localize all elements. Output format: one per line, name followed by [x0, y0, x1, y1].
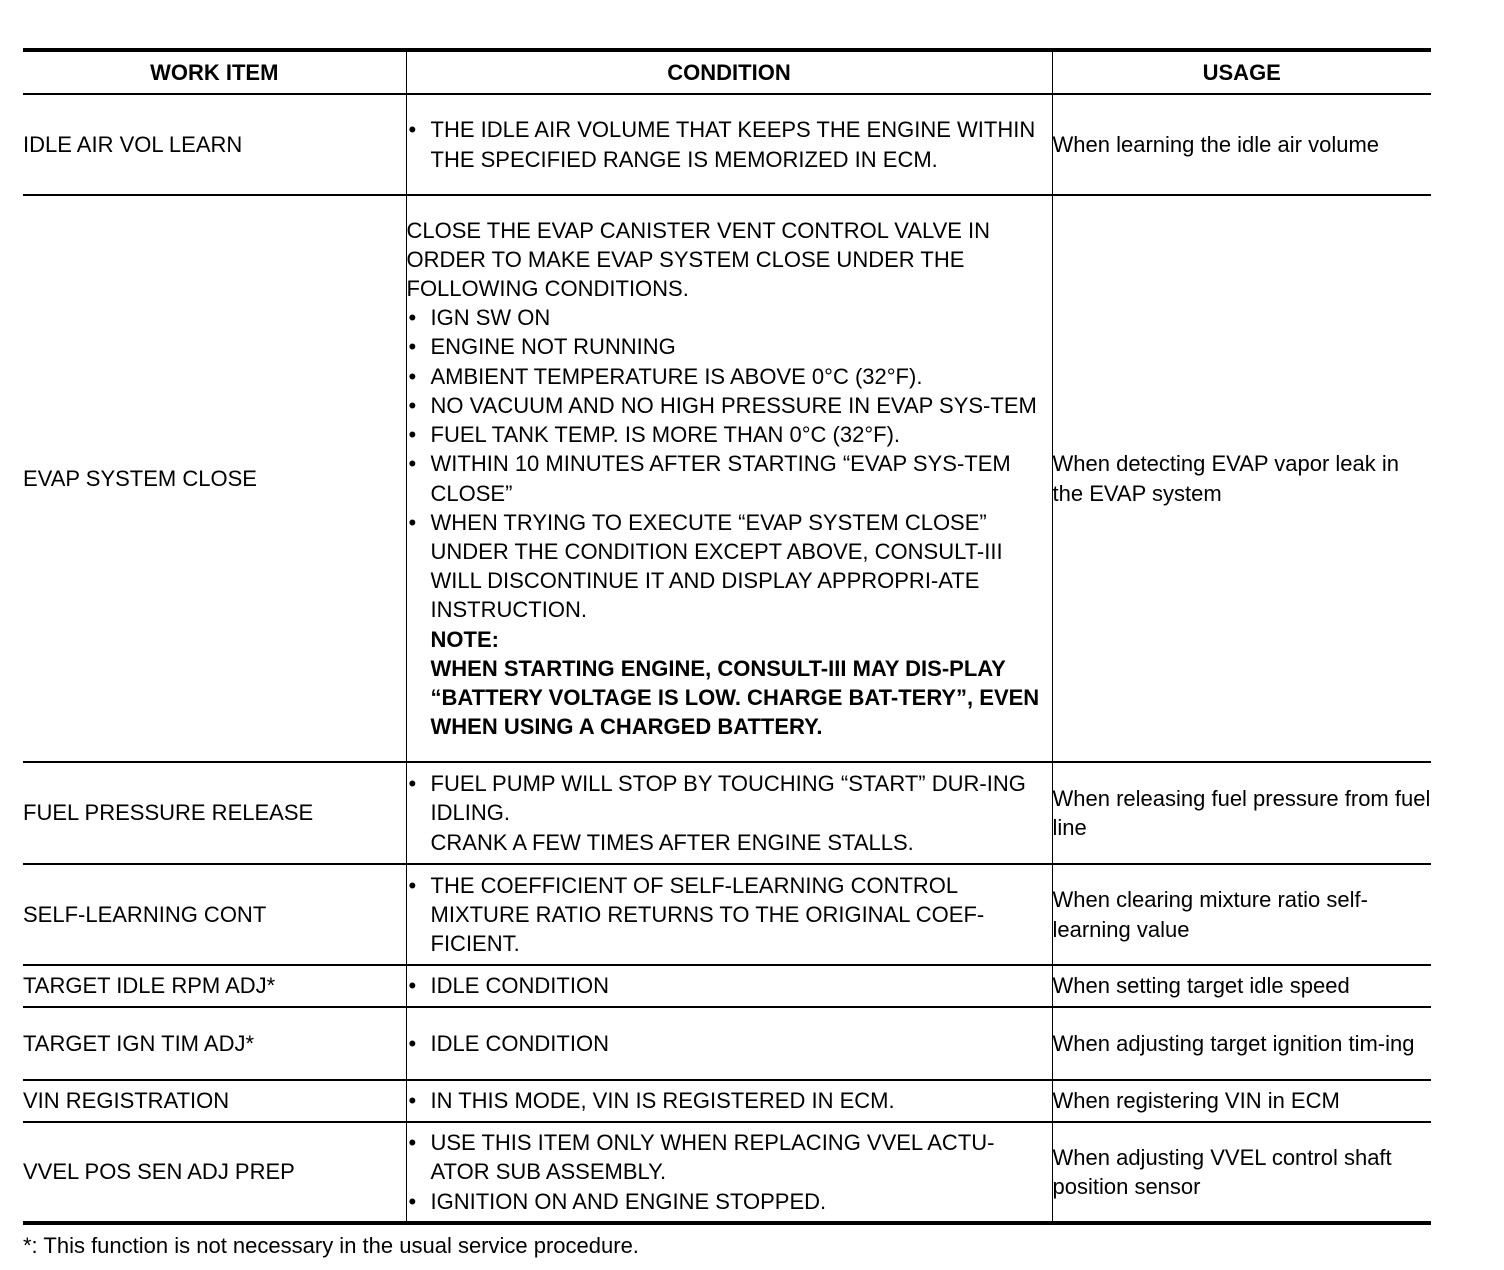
condition-bullet — [407, 769, 1052, 857]
work-item-cell: VVEL POS SEN ADJ PREP — [23, 1122, 406, 1223]
usage-cell: When releasing fuel pressure from fuel line — [1052, 762, 1431, 864]
usage-cell: When detecting EVAP vapor leak in the EVAP system — [1052, 195, 1431, 762]
work-item-cell: SELF-LEARNING CONT — [23, 864, 406, 965]
condition-bullet: • ENGINE NOT RUNNING — [407, 332, 1052, 361]
usage-cell: When adjusting VVEL control shaft position sensor — [1052, 1122, 1431, 1223]
footnote: *: This function is not necessary in the usual service procedure. — [23, 1233, 639, 1258]
work-item-cell: TARGET IGN TIM ADJ* — [23, 1007, 406, 1080]
usage-cell: When learning the idle air volume — [1052, 94, 1431, 195]
work-item-cell: EVAP SYSTEM CLOSE — [23, 195, 406, 762]
usage-cell: When adjusting target ignition tim-ing — [1052, 1007, 1431, 1080]
table-row — [23, 965, 1431, 1007]
condition-bullet-with-note — [407, 508, 1052, 742]
work-item-cell: VIN REGISTRATION — [23, 1080, 406, 1122]
condition-bullet-text: • FUEL PUMP WILL STOP BY TOUCHING “START” DUR-ING IDLING. — [430, 771, 1026, 826]
table-row — [23, 1007, 1431, 1080]
condition-cell — [406, 864, 1052, 965]
header-usage: USAGE — [1052, 50, 1431, 94]
note-label: NOTE: — [430, 626, 499, 652]
condition-bullet: • IGNITION ON AND ENGINE STOPPED. — [407, 1187, 1052, 1216]
condition-bullet-text: • WHEN TRYING TO EXECUTE “EVAP SYSTEM CLOSE” UNDER THE CONDITION EXCEPT ABOVE, CONSULT-III WILL DISCONTINUE IT AND DISPLAY APPROPRI-ATE INSTRUCTION. — [430, 509, 1003, 623]
condition-bullet: • THE COEFFICIENT OF SELF-LEARNING CONTROL MIXTURE RATIO RETURNS TO THE ORIGINAL COEF-FICIENT. — [407, 871, 1052, 959]
usage-cell: When setting target idle speed — [1052, 965, 1431, 1007]
condition-continuation: CRANK A FEW TIMES AFTER ENGINE STALLS. — [430, 829, 914, 855]
condition-bullet: • IN THIS MODE, VIN IS REGISTERED IN ECM. — [407, 1086, 1052, 1115]
table-row — [23, 94, 1431, 195]
condition-cell — [406, 1007, 1052, 1080]
note-text: WHEN STARTING ENGINE, CONSULT-III MAY DIS-PLAY “BATTERY VOLTAGE IS LOW. CHARGE BAT-TERY”, EVEN WHEN USING A CHARGED BATTERY. — [430, 655, 1040, 740]
condition-bullet: • NO VACUUM AND NO HIGH PRESSURE IN EVAP SYS-TEM — [407, 391, 1052, 420]
condition-intro: CLOSE THE EVAP CANISTER VENT CONTROL VALVE IN ORDER TO MAKE EVAP SYSTEM CLOSE UNDER THE FOLLOWING CONDITIONS. — [406, 217, 991, 302]
condition-bullet: • AMBIENT TEMPERATURE IS ABOVE 0°C (32°F). — [407, 362, 1052, 391]
table-row — [23, 1122, 1431, 1223]
condition-cell — [406, 1080, 1052, 1122]
table-row — [23, 864, 1431, 965]
work-item-cell: FUEL PRESSURE RELEASE — [23, 762, 406, 864]
condition-bullet: • FUEL TANK TEMP. IS MORE THAN 0°C (32°F). — [407, 420, 1052, 449]
header-condition: CONDITION — [406, 50, 1052, 94]
condition-cell — [406, 965, 1052, 1007]
header-row — [23, 50, 1431, 94]
condition-bullet: • IGN SW ON — [407, 303, 1052, 332]
condition-bullet: • IDLE CONDITION — [407, 971, 1052, 1000]
condition-cell — [406, 94, 1052, 195]
condition-bullet: • WITHIN 10 MINUTES AFTER STARTING “EVAP SYS-TEM CLOSE” — [407, 449, 1052, 507]
usage-cell: When clearing mixture ratio self-learning value — [1052, 864, 1431, 965]
usage-cell: When registering VIN in ECM — [1052, 1080, 1431, 1122]
table-row — [23, 762, 1431, 864]
condition-cell — [406, 762, 1052, 864]
condition-bullet: • THE IDLE AIR VOLUME THAT KEEPS THE ENGINE WITHIN THE SPECIFIED RANGE IS MEMORIZED IN ECM. — [407, 115, 1052, 173]
condition-cell — [406, 195, 1052, 762]
header-work-item: WORK ITEM — [23, 50, 406, 94]
condition-bullet: • USE THIS ITEM ONLY WHEN REPLACING VVEL ACTU-ATOR SUB ASSEMBLY. — [407, 1128, 1052, 1186]
table-row — [23, 195, 1431, 762]
condition-cell — [406, 1122, 1052, 1223]
work-item-cell: IDLE AIR VOL LEARN — [23, 94, 406, 195]
condition-bullet: • IDLE CONDITION — [407, 1029, 1052, 1058]
table-row — [23, 1080, 1431, 1122]
work-item-cell: TARGET IDLE RPM ADJ* — [23, 965, 406, 1007]
work-support-table — [23, 48, 1431, 1225]
